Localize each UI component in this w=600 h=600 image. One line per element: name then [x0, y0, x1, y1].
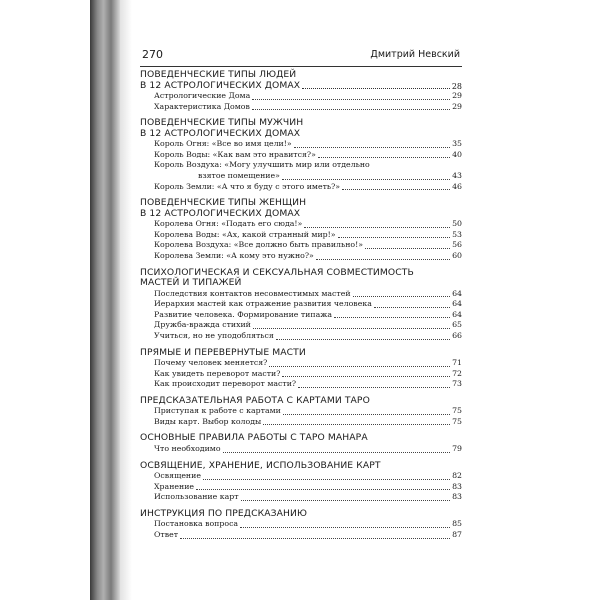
toc-entry — [154, 289, 462, 300]
toc-entry-page-number: 50 — [452, 219, 462, 229]
toc-entry — [154, 530, 462, 541]
page-gutter — [120, 0, 132, 600]
toc-entry — [154, 299, 462, 310]
dot-leader — [342, 189, 450, 190]
section-title: ПОВЕДЕНЧЕСКИЕ ТИПЫ МУЖЧИН — [140, 117, 304, 129]
toc-entry — [154, 91, 462, 102]
section-entries — [154, 219, 462, 261]
toc-entry-page-number: 56 — [452, 240, 462, 250]
toc-entry-title: Что необходимо — [154, 443, 221, 453]
dot-leader — [223, 452, 451, 453]
toc-entry-title: Королева Воды: «Ах, какой странный мир!» — [154, 229, 336, 239]
dot-leader — [253, 328, 450, 329]
section-title: ПОВЕДЕНЧЕСКИЕ ТИПЫ ЛЮДЕЙ — [140, 69, 297, 80]
toc-entry-title: Приступая к работе с картами — [154, 406, 281, 416]
toc-section — [140, 348, 462, 390]
toc-entry — [154, 182, 462, 193]
toc-entry-title: Король Земли: «А что я буду с этого иметь?» — [154, 181, 341, 191]
page-number: 270 — [142, 48, 163, 61]
toc-entry-page-number: 82 — [452, 471, 462, 481]
toc-entry-page-number: 72 — [452, 368, 462, 378]
dot-leader — [203, 479, 450, 480]
dot-leader — [252, 99, 450, 100]
toc-entry — [154, 251, 462, 262]
dot-leader — [263, 424, 450, 425]
dot-leader — [252, 109, 450, 110]
dot-leader — [338, 237, 451, 238]
toc-entry-page-number: 66 — [452, 330, 462, 340]
toc-section — [140, 268, 462, 342]
toc-section — [140, 461, 462, 503]
section-title: ПРЯМЫЕ И ПЕРЕВЕРНУТЫЕ МАСТИ — [140, 346, 306, 358]
toc-entry-title: Король Воздуха: «Могу улучшить мир или отдельно — [154, 160, 370, 170]
toc-entry — [154, 310, 462, 321]
section-title: ИНСТРУКЦИЯ ПО ПРЕДСКАЗАНИЮ — [140, 507, 307, 519]
section-title-row — [140, 81, 462, 92]
section-page-number: 28 — [451, 82, 462, 91]
dot-leader — [318, 157, 450, 158]
toc-entry-page-number: 40 — [452, 149, 462, 159]
dot-leader — [283, 414, 450, 415]
running-head-author: Дмитрий Невский — [370, 49, 460, 60]
section-entries — [154, 444, 462, 455]
toc-entry-page-number: 87 — [452, 529, 462, 539]
dot-leader — [241, 500, 451, 501]
section-title: ПСИХОЛОГИЧЕСКАЯ И СЕКСУАЛЬНАЯ СОВМЕСТИМОСТЬ — [140, 266, 414, 278]
toc-entry — [154, 150, 462, 161]
dot-leader — [316, 259, 450, 260]
toc-entry-title: Как происходит переворот масти? — [154, 379, 297, 389]
book-page — [140, 46, 462, 566]
book-spine-shadow — [90, 0, 120, 600]
section-entries — [154, 358, 462, 390]
dot-leader — [269, 366, 450, 367]
toc-entry-page-number: 85 — [452, 519, 462, 529]
toc-entry-title: Почему человек меняется? — [154, 358, 268, 367]
section-title: ОСНОВНЫЕ ПРАВИЛА РАБОТЫ С ТАРО МАНАРА — [140, 432, 368, 444]
dot-leader — [240, 527, 450, 528]
dot-leader — [298, 387, 450, 388]
toc-entry — [154, 492, 462, 503]
section-entries — [154, 519, 462, 540]
toc-entry — [154, 444, 462, 455]
toc-entry-page-number: 79 — [452, 443, 462, 453]
toc-entry-title: Ответ — [154, 529, 179, 539]
toc-entry-page-number: 64 — [452, 309, 462, 319]
toc-entry — [154, 482, 462, 493]
toc-entry — [154, 417, 462, 428]
toc-entry-page-number: 43 — [452, 170, 462, 180]
dot-leader — [282, 376, 450, 377]
toc-entry — [154, 320, 462, 331]
section-entries — [154, 91, 462, 112]
toc-entry-page-number: 75 — [452, 406, 462, 416]
page-header — [140, 46, 462, 67]
toc-entry — [154, 358, 462, 369]
toc-entry-title: Королева Воздуха: «Все должно быть правильно!» — [154, 240, 364, 250]
toc-entry-title: Развитие человека. Формирование типажа — [154, 309, 333, 319]
dot-leader — [276, 339, 450, 340]
section-entries — [154, 139, 462, 192]
toc-entry — [154, 519, 462, 530]
toc-entry — [154, 171, 462, 182]
dot-leader — [294, 147, 450, 148]
toc-entry-title: Постановка вопроса — [154, 519, 239, 529]
section-entries — [154, 289, 462, 342]
toc-entry-page-number: 35 — [452, 139, 462, 149]
toc-entry-page-number: 64 — [452, 299, 462, 309]
toc-entry — [154, 102, 462, 113]
section-title: В 12 АСТРОЛОГИЧЕСКИХ ДОМАХ — [140, 207, 301, 219]
toc-entry-page-number: 53 — [452, 229, 462, 239]
section-title: ПОВЕДЕНЧЕСКИЕ ТИПЫ ЖЕНЩИН — [140, 197, 307, 209]
toc-entry-title: Королева Земли: «А кому это нужно?» — [154, 250, 314, 260]
dot-leader — [196, 489, 450, 490]
toc-section — [140, 70, 462, 112]
toc-entry-title: Король Воды: «Как вам это нравится?» — [154, 149, 316, 159]
toc-entry-page-number: 64 — [452, 288, 462, 298]
toc-entry-title: Последствия контактов несовместимых мастей — [154, 288, 351, 298]
toc-entry-title: Королева Огня: «Подать его сюда!» — [154, 219, 303, 229]
section-entries — [154, 471, 462, 503]
toc-entry-title: Иерархия мастей как отражение развития человека — [154, 299, 372, 309]
toc-entry-page-number: 83 — [452, 492, 462, 502]
section-title: ОСВЯЩЕНИЕ, ХРАНЕНИЕ, ИСПОЛЬЗОВАНИЕ КАРТ — [140, 459, 381, 471]
section-entries — [154, 406, 462, 427]
toc-entry-page-number: 73 — [452, 379, 462, 389]
toc-section — [140, 509, 462, 541]
section-title: В 12 АСТРОЛОГИЧЕСКИХ ДОМАХ — [140, 127, 301, 139]
toc-entry — [154, 219, 462, 230]
toc-entry-page-number: 29 — [452, 91, 462, 100]
section-title: ПРЕДСКАЗАТЕЛЬНАЯ РАБОТА С КАРТАМИ ТАРО — [140, 394, 370, 406]
toc-entry-title: взятое помещение» — [198, 170, 280, 180]
toc-entry-page-number: 71 — [452, 358, 462, 367]
toc-entry-title: Характеристика Домов — [154, 101, 250, 111]
toc-entry-title: Астрологические Дома — [154, 91, 251, 100]
toc-section — [140, 198, 462, 261]
section-title: В 12 АСТРОЛОГИЧЕСКИХ ДОМАХ — [140, 79, 301, 91]
toc-entry-title: Дружба-вражда стихий — [154, 320, 251, 330]
dot-leader — [365, 248, 450, 249]
dot-leader — [353, 296, 451, 297]
toc-section — [140, 118, 462, 192]
table-of-contents — [140, 70, 462, 547]
toc-entry-title: Виды карт. Выбор колоды — [154, 416, 262, 426]
toc-entry-page-number: 75 — [452, 416, 462, 426]
toc-entry-title: Использование карт — [154, 492, 239, 502]
toc-entry — [154, 379, 462, 390]
dot-leader — [304, 227, 450, 228]
toc-entry-page-number: 60 — [452, 250, 462, 260]
toc-entry — [154, 369, 462, 380]
dot-leader — [302, 88, 450, 89]
toc-entry-page-number: 46 — [452, 181, 462, 191]
dot-leader — [180, 538, 450, 539]
toc-entry-page-number: 83 — [452, 481, 462, 491]
dot-leader — [282, 179, 450, 180]
toc-entry-title: Король Огня: «Все во имя цели!» — [154, 139, 292, 149]
toc-entry — [154, 230, 462, 241]
toc-entry — [154, 471, 462, 482]
toc-entry — [154, 139, 462, 150]
toc-entry-title: Освящение — [154, 471, 201, 481]
toc-entry — [154, 406, 462, 417]
dot-leader — [374, 307, 450, 308]
toc-entry-page-number: 29 — [452, 101, 462, 111]
toc-entry — [154, 331, 462, 342]
section-title: МАСТЕЙ И ТИПАЖЕЙ — [140, 277, 242, 289]
toc-entry-page-number: 65 — [452, 320, 462, 330]
toc-section — [140, 396, 462, 428]
toc-entry-title: Учиться, но не уподобляться — [154, 330, 274, 340]
toc-entry-title: Как увидеть переворот масти? — [154, 368, 281, 378]
toc-entry — [154, 240, 462, 251]
toc-entry-title: Хранение — [154, 481, 195, 491]
toc-section — [140, 433, 462, 454]
dot-leader — [334, 317, 450, 318]
